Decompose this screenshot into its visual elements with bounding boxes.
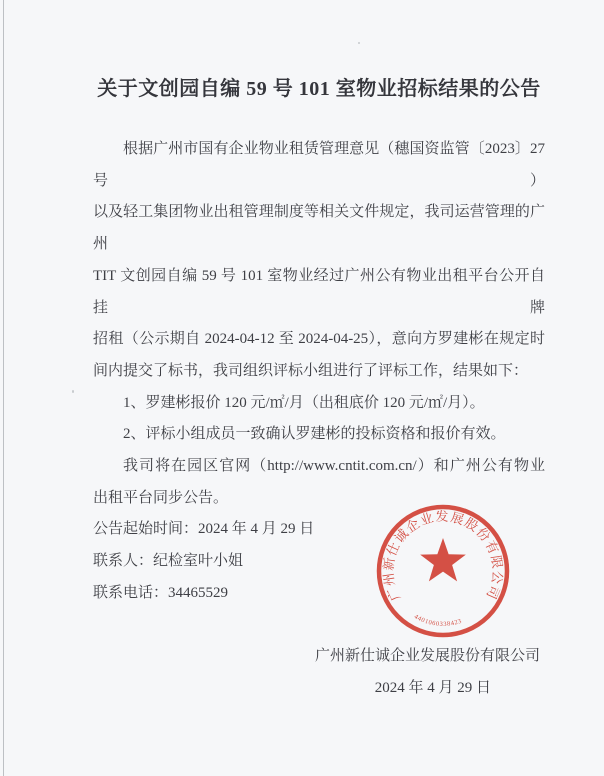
seal-arc-text: 广州新仕诚企业发展股份有限公司 <box>380 508 506 604</box>
scan-edge-line <box>3 0 4 776</box>
body-line-6: 1、罗建彬报价 120 元/㎡/月（出租底价 120 元/㎡/月）。 <box>123 394 485 411</box>
body-line-9: 出租平台同步公告。 <box>93 489 229 506</box>
announcement-title: 关于文创园自编 59 号 101 室物业招标结果的公告 <box>97 78 541 100</box>
body-line-1: 根据广州市国有企业物业租赁管理意见（穗国资监管〔2023〕27 号） <box>93 141 545 189</box>
body-line-2: 以及轻工集团物业出租管理制度等相关文件规定，我司运营管理的广州 <box>93 204 545 253</box>
body-line-10: 公告起始时间：2024 年 4 月 29 日 <box>93 521 315 538</box>
scan-speck <box>72 390 74 393</box>
company-seal <box>371 499 515 643</box>
body-line-12: 联系电话：34465529 <box>93 584 229 601</box>
body-line-4: 招租（公示期自 2024-04-12 至 2024-04-25），意向方罗建彬在规定时 <box>93 331 545 348</box>
scan-speck <box>358 42 360 44</box>
seal-star-icon <box>420 538 466 581</box>
seal-serial-number: 4401060338423 <box>412 613 463 628</box>
body-line-11: 联系人：纪检室叶小姐 <box>93 553 244 570</box>
signature-date-line: 2024 年 4 月 29 日 <box>374 679 491 696</box>
body-line-7: 2、评标小组成员一致确认罗建彬的投标资格和报价有效。 <box>123 426 506 443</box>
body-line-3: TIT 文创园自编 59 号 101 室物业经过广州公有物业出租平台公开自挂牌 <box>93 267 545 316</box>
body-line-5: 间内提交了标书，我司组织评标小组进行了评标工作，结果如下： <box>93 362 529 379</box>
body-line-8: 我司将在园区官网（http://www.cntit.com.cn/）和广州公有物业 <box>123 458 545 475</box>
signature-company-line: 广州新仕诚企业发展股份有限公司 <box>314 648 540 665</box>
